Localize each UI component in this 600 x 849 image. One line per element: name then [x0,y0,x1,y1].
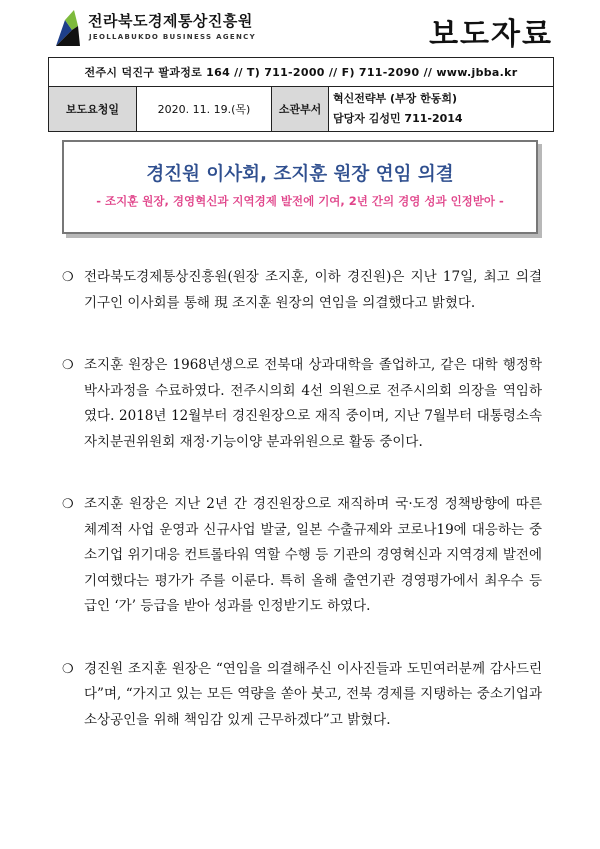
header [48,6,553,50]
press-body [62,265,542,770]
department-label: 소관부서 [272,87,329,132]
request-date: 2020. 11. 19.(목) [137,87,272,132]
bullet-icon: ❍ [62,497,74,512]
headline-box [62,140,538,234]
paragraph-text: 전라북도경제통상진흥원(원장 조지훈, 이하 경진원)은 지난 17일, 최고 의결 기구인 이사회를 통해 現 조지훈 원장의 연임을 의결했다고 밝혔다. [84,269,542,311]
paragraph [62,353,542,455]
headline-title: 경진원 이사회, 조지훈 원장 연임 의결 [146,164,454,185]
bullet-icon: ❍ [62,661,74,677]
department-name: 혁신전략부 (부장 한동희) [333,92,457,105]
paragraph [62,492,542,620]
paragraph [62,657,542,734]
bullet-icon: ❍ [62,270,74,285]
org-name-english: JEOLLABUKDO BUSINESS AGENCY [89,33,256,41]
paragraph [62,265,542,316]
document-type-heading: 보도자료 [429,17,553,52]
department-info [329,87,554,132]
request-date-label: 보도요청일 [49,87,137,132]
contact-line: 전주시 덕진구 팔과정로 164 // T) 711-2000 // F) 711-2090 // www.jbba.kr [49,58,554,87]
contact-info-table [48,57,554,132]
paragraph-text: 조지훈 원장은 지난 2년 간 경진원장으로 재직하며 국·도정 정책방향에 따른 체계적 사업 운영과 신규사업 발굴, 일본 수출규제와 코로나19에 대응하는 중소기업 위기대응 컨트롤타워 역할 수행 등 기관의 경영혁신과 지역경제 발전에 기여했다는 평가가 주를 이룬다. 특히 올해 출연기관 경영평가에서 최우수 등급인 ‘가’ 등급을 받아 성과를 인정받기도 하였다. [84,496,542,614]
org-name: 전라북도경제통상진흥원 [88,12,253,30]
bullet-icon: ❍ [62,358,74,373]
paragraph-text: 조지훈 원장은 1968년생으로 전북대 상과대학을 졸업하고, 같은 대학 행정학 박사과정을 수료하였다. 전주시의회 4선 의원으로 전주시의회 의장을 역임하였다. 2018년 12월부터 경진원장으로 재직 중이며, 지난 7월부터 대통령소속 자치분권위원회 재정·기능이양 분과위원으로 활동 중이다. [84,357,542,450]
headline-subtitle: - 조지훈 원장, 경영혁신과 지역경제 발전에 기여, 2년 간의 경영 성과 인정받아 - [96,194,504,208]
paragraph-text: 경진원 조지훈 원장은 “연임을 의결해주신 이사진들과 도민여러분께 감사드린다”며, “가지고 있는 모든 역량을 쏟아 붓고, 전북 경제를 지탱하는 중소기업과 소상공인을 위해 책임감 있게 근무하겠다”고 밝혔다. [84,660,542,728]
agency-logo-icon [52,8,82,48]
contact-person: 담당자 김성민 711-2014 [333,112,463,125]
